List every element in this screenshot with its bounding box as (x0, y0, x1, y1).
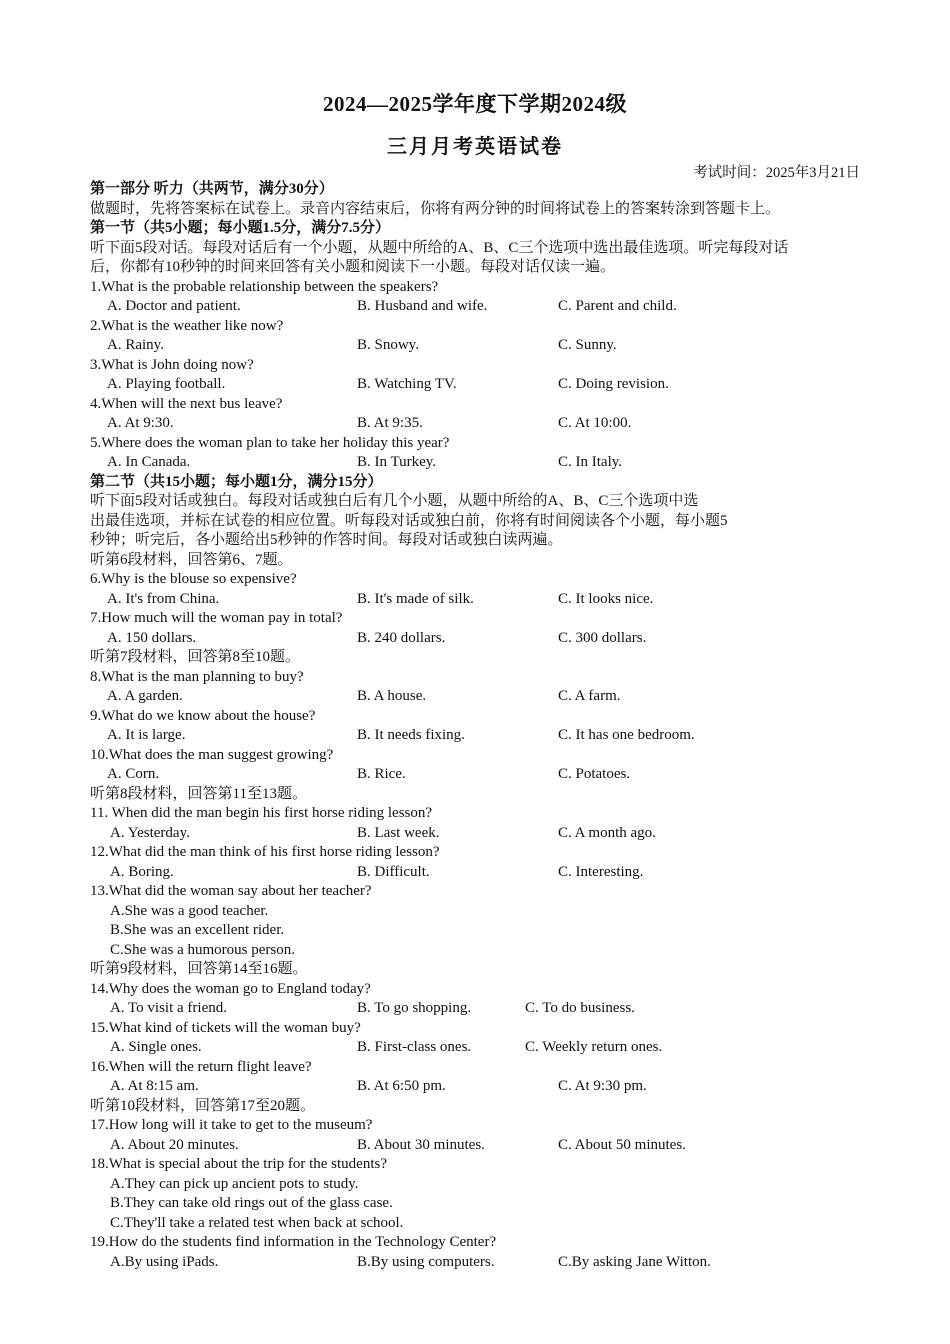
material-note-8: 听第8段材料，回答第11至13题。 (90, 785, 307, 802)
option-a: A.By using iPads. (110, 1253, 219, 1270)
option-b: B. Watching TV. (357, 376, 457, 392)
option-a: A. It's from China. (107, 590, 220, 607)
part1-instruction: 做题时，先将答案标在试卷上。录音内容结束后，你将有两分钟的时间将试卷上的答案转涂到答题卡上。 (90, 200, 781, 217)
options-row-3 (90, 375, 870, 395)
options-row-6 (90, 590, 870, 610)
option-c: C. At 9:30 pm. (558, 1078, 647, 1094)
title-line-2: 三月月考英语试卷 (387, 136, 563, 158)
option-c: C. Weekly return ones. (525, 1039, 663, 1055)
option-b: B. Difficult. (357, 863, 430, 880)
option-b: B. Last week. (357, 824, 440, 841)
question-stem-19: 19.How do the students find information in the Technology Center? (90, 1234, 497, 1250)
option-c: C.By asking Jane Witton. (558, 1253, 711, 1270)
option-b: B. It needs fixing. (357, 727, 465, 743)
option-b: B. At 6:50 pm. (357, 1078, 446, 1094)
question-stem-13: 13.What did the woman say about her teacher? (90, 883, 372, 899)
question-stem-8: 8.What is the man planning to buy? (90, 668, 304, 685)
option-a: A. Single ones. (110, 1039, 202, 1055)
section2-instruction-line: 出最佳选项，并标在试卷的相应位置。听每段对话或独白前，你将有时间阅读各个小题，每小题5 (90, 512, 728, 529)
option-c: C. Sunny. (558, 337, 617, 353)
option-b: B. It's made of silk. (357, 590, 474, 607)
options-row-15 (90, 1038, 870, 1058)
option-b: B. In Turkey. (357, 454, 437, 470)
option-c: C. At 10:00. (558, 415, 632, 431)
title-line-1: 2024—2025学年度下学期2024级 (323, 92, 627, 116)
question-stem-14: 14.Why does the woman go to England today? (90, 980, 371, 997)
section2-instruction-line: 听下面5段对话或独白。每段对话或独白后有几个小题，从题中所给的A、B、C三个选项中选 (90, 493, 699, 509)
option-b: B. At 9:35. (357, 415, 423, 431)
question-stem-1: 1.What is the probable relationship between the speakers? (90, 278, 439, 295)
options-row-10 (90, 765, 870, 785)
question-stem-12: 12.What did the man think of his first horse riding lesson? (90, 844, 440, 860)
options-row-14 (90, 999, 870, 1019)
option-c: C. It has one bedroom. (558, 727, 695, 743)
options-row-5 (90, 453, 870, 473)
option-a: A. About 20 minutes. (110, 1136, 239, 1153)
part1-heading: 第一部分 听力（共两节，满分30分） (90, 181, 334, 197)
section1-instruction-line: 听下面5段对话。每段对话后有一个小题，从题中所给的A、B、C三个选项中选出最佳选项。听完每段对话 (90, 239, 789, 256)
option-b: B. Rice. (357, 766, 406, 782)
option-a: A. Boring. (110, 863, 174, 880)
section1-heading: 第一节（共5小题；每小题1.5分，满分7.5分） (90, 220, 391, 236)
option-c: C. In Italy. (558, 454, 623, 470)
question-stem-3: 3.What is John doing now? (90, 356, 254, 373)
question-stem-11: 11. When did the man begin his first horse riding lesson? (90, 805, 433, 821)
options-row-2 (90, 336, 870, 356)
material-note-6: 听第6段材料，回答第6、7题。 (90, 551, 293, 568)
options-row-19 (90, 1253, 870, 1273)
options-row-17 (90, 1136, 870, 1156)
option-a: A. At 9:30. (107, 415, 174, 431)
material-note-7: 听第7段材料，回答第8至10题。 (90, 649, 301, 665)
section2-heading: 第二节（共15小题；每小题1分，满分15分） (90, 473, 383, 490)
exam-content (90, 180, 870, 1272)
option-b: B. About 30 minutes. (357, 1136, 485, 1153)
option-b: B. First-class ones. (357, 1039, 472, 1055)
option-c-line: C.She was a humorous person. (110, 941, 295, 958)
option-a-line: A.They can pick up ancient pots to study. (110, 1175, 359, 1192)
option-b: B. To go shopping. (357, 1000, 472, 1016)
options-row-1 (90, 297, 870, 317)
option-a: A. In Canada. (107, 454, 191, 470)
option-a: A. To visit a friend. (110, 1000, 227, 1016)
option-a-line: A.She was a good teacher. (110, 902, 269, 919)
question-stem-18: 18.What is special about the trip for the students? (90, 1156, 388, 1172)
option-a: A. Corn. (107, 766, 160, 782)
option-b: B. Snowy. (357, 337, 419, 353)
option-a: A. Playing football. (107, 376, 226, 392)
option-c: C. Parent and child. (558, 298, 677, 314)
options-row-12 (90, 863, 870, 883)
question-stem-15: 15.What kind of tickets will the woman buy? (90, 1019, 361, 1036)
material-note-9: 听第9段材料，回答第14至16题。 (90, 961, 308, 977)
option-a: A. At 8:15 am. (110, 1078, 199, 1094)
option-c: C. A farm. (558, 688, 621, 704)
option-b: B.By using computers. (357, 1253, 495, 1270)
exam-time: 考试时间：2025年3月21日 (693, 165, 860, 181)
option-c: C. 300 dollars. (558, 629, 647, 646)
option-a: A. A garden. (107, 688, 183, 704)
question-stem-9: 9.What do we know about the house? (90, 707, 316, 724)
option-b: B. 240 dollars. (357, 629, 446, 646)
option-c: C. Doing revision. (558, 376, 669, 392)
option-a: A. It is large. (107, 727, 186, 743)
section1-instruction-line: 后，你都有10秒钟的时间来回答有关小题和阅读下一小题。每段对话仅读一遍。 (90, 259, 616, 275)
options-row-11 (90, 824, 870, 844)
question-stem-6: 6.Why is the blouse so expensive? (90, 571, 297, 587)
option-b-line: B.She was an excellent rider. (110, 922, 285, 938)
option-a: A. Doctor and patient. (107, 298, 241, 314)
question-stem-10: 10.What does the man suggest growing? (90, 746, 334, 763)
options-row-8 (90, 687, 870, 707)
section2-instruction-line: 秒钟；听完后，各小题给出5秒钟的作答时间。每段对话或独白读两遍。 (90, 532, 563, 548)
option-c: C. It looks nice. (558, 590, 654, 607)
option-b: B. Husband and wife. (357, 298, 488, 314)
question-stem-2: 2.What is the weather like now? (90, 317, 284, 334)
option-b: B. A house. (357, 688, 427, 704)
material-note-10: 听第10段材料，回答第17至20题。 (90, 1097, 316, 1114)
option-c-line: C.They'll take a related test when back at school. (110, 1214, 404, 1231)
option-a: A. Yesterday. (110, 824, 190, 841)
option-c: C. To do business. (525, 1000, 635, 1016)
question-stem-4: 4.When will the next bus leave? (90, 395, 283, 412)
option-a: A. Rainy. (107, 337, 164, 353)
question-stem-5: 5.Where does the woman plan to take her holiday this year? (90, 434, 450, 451)
question-stem-17: 17.How long will it take to get to the museum? (90, 1117, 373, 1133)
options-row-4 (90, 414, 870, 434)
options-row-9 (90, 726, 870, 746)
options-row-16 (90, 1077, 870, 1097)
question-stem-16: 16.When will the return flight leave? (90, 1058, 312, 1075)
option-c: C. Interesting. (558, 863, 644, 880)
options-row-7 (90, 629, 870, 649)
option-c: C. About 50 minutes. (558, 1136, 686, 1153)
option-a: A. 150 dollars. (107, 629, 197, 646)
question-stem-7: 7.How much will the woman pay in total? (90, 610, 343, 626)
option-b-line: B.They can take old rings out of the glass case. (110, 1195, 393, 1211)
option-c: C. A month ago. (558, 824, 656, 841)
option-c: C. Potatoes. (558, 766, 631, 782)
